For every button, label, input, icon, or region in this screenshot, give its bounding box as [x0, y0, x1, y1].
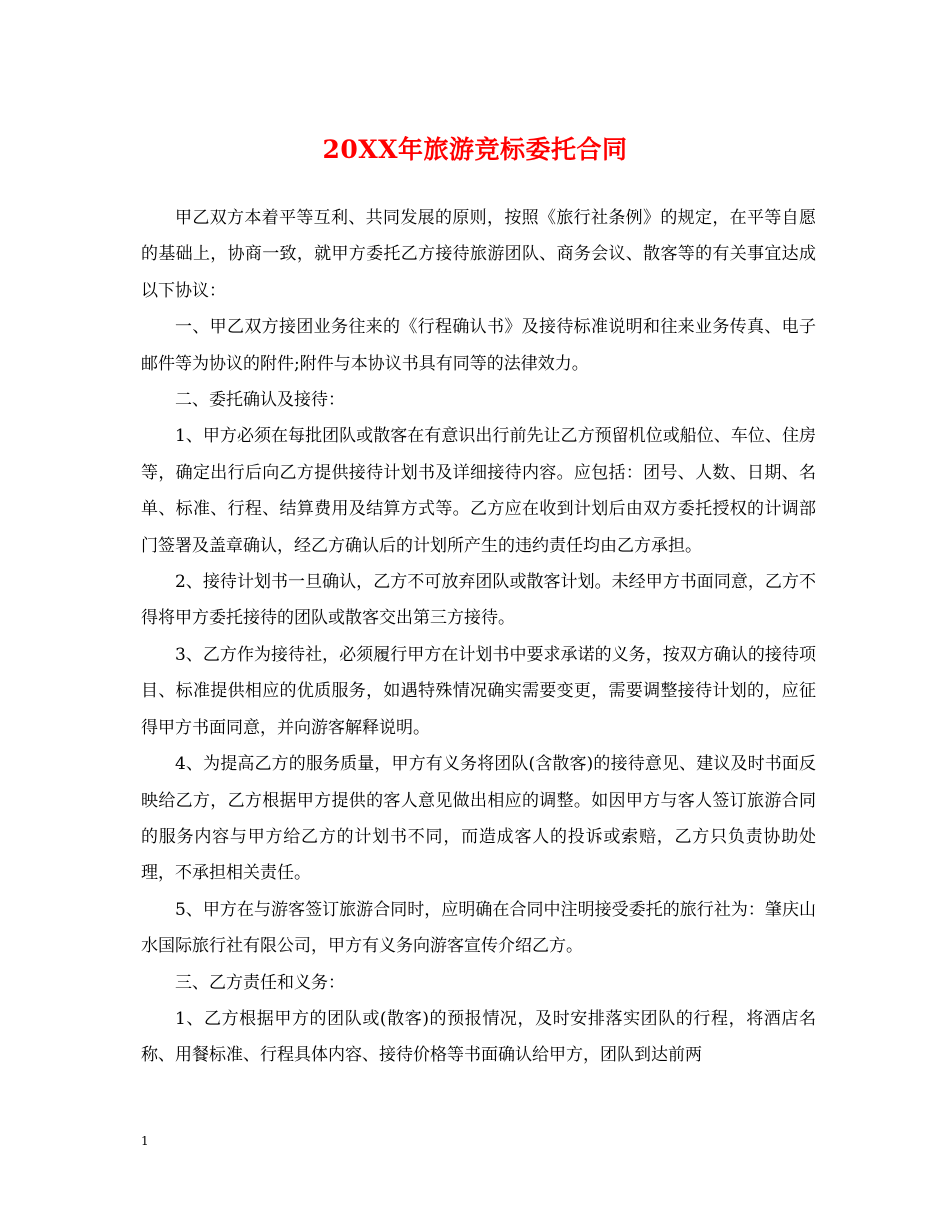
page-number: 1	[141, 1134, 149, 1148]
paragraph-preamble: 甲乙双方本着平等互利、共同发展的原则，按照《旅行社条例》的规定，在平等自愿的基础上，协商一致，就甲方委托乙方接待旅游团队、商务会议、散客等的有关事宜达成以下协议：	[141, 208, 816, 301]
document-body	[141, 200, 816, 1074]
paragraph-section-2-item-5: 5、甲方在与游客签订旅游合同时，应明确在合同中注明接受委托的旅行社为：肇庆山水国际旅行社有限公司，甲方有义务向游客宣传介绍乙方。	[141, 899, 816, 957]
paragraph-section-2-heading: 二、委托确认及接待：	[175, 390, 345, 411]
paragraph-section-2-item-4: 4、为提高乙方的服务质量，甲方有义务将团队(含散客)的接待意见、建议及时书面反映给乙方，乙方根据甲方提供的客人意见做出相应的调整。如因甲方与客人签订旅游合同的服务内容与甲方给乙方的计划书不同，而造成客人的投诉或索赔，乙方只负责协助处理，不承担相关责任。	[141, 754, 816, 884]
paragraph-section-2-item-2: 2、接待计划书一旦确认，乙方不可放弃团队或散客计划。未经甲方书面同意，乙方不得将甲方委托接待的团队或散客交出第三方接待。	[141, 572, 816, 629]
document-title: 20XX年旅游竞标委托合同	[322, 135, 628, 164]
paragraph-clause-1: 一、甲乙双方接团业务往来的《行程确认书》及接待标准说明和往来业务传真、电子邮件等为协议的附件;附件与本协议书具有同等的法律效力。	[141, 317, 816, 374]
paragraph-section-2-item-1: 1、甲方必须在每批团队或散客在有意识出行前先让乙方预留机位或船位、车位、住房等，确定出行后向乙方提供接待计划书及详细接待内容。应包括：团号、人数、日期、名单、标准、行程、结算费用及结算方式等。乙方应在收到计划后由双方委托授权的计调部门签署及盖章确认，经乙方确认后的计划所产生的违约责任均由乙方承担。	[141, 426, 816, 556]
paragraph-section-3-item-1: 1、乙方根据甲方的团队或(散客)的预报情况，及时安排落实团队的行程，将酒店名称、用餐标准、行程具体内容、接待价格等书面确认给甲方，团队到达前两	[141, 1008, 816, 1066]
paragraph-section-2-item-3: 3、乙方作为接待社，必须履行甲方在计划书中要求承诺的义务，按双方确认的接待项目、标准提供相应的优质服务，如遇特殊情况确实需要变更，需要调整接待计划的，应征得甲方书面同意，并向游客解释说明。	[141, 644, 816, 738]
paragraph-section-3-heading: 三、乙方责任和义务：	[175, 972, 345, 993]
